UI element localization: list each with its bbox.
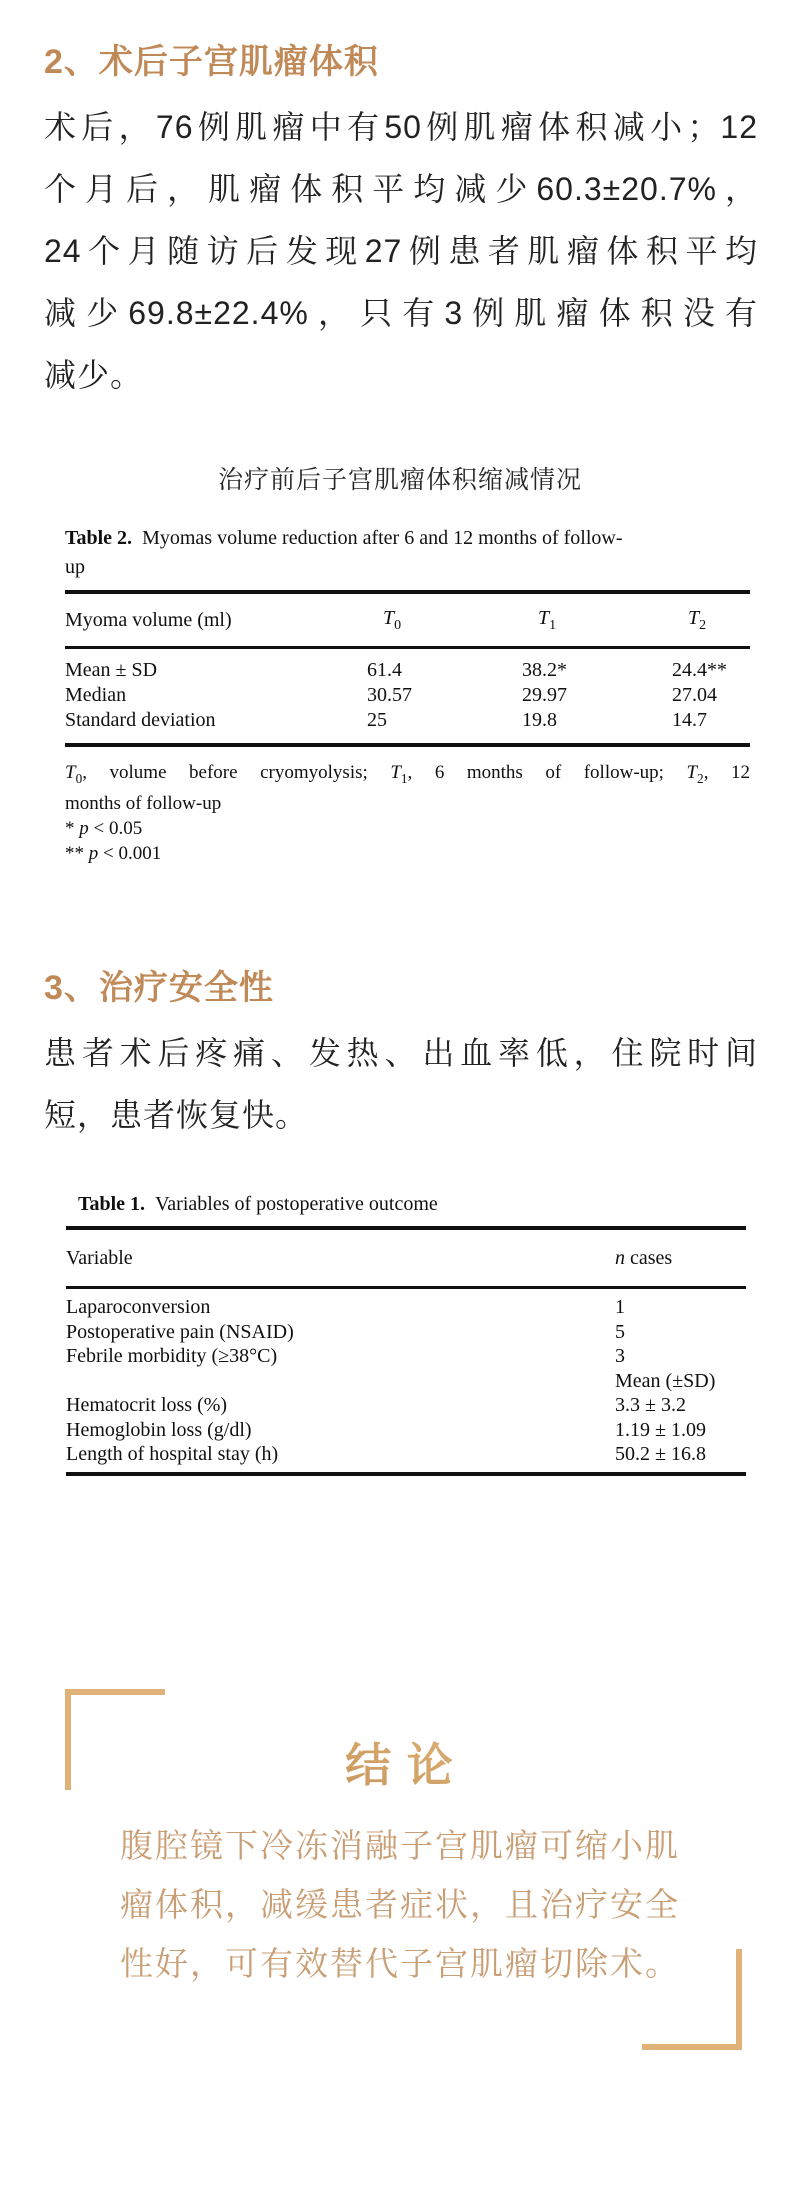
paragraph-line: 个月后，肌瘤体积平均减少60.3±20.7%， xyxy=(44,171,758,207)
table1-cell: 1.19 ± 1.09 xyxy=(615,1418,706,1441)
table2-cell: 38.2* xyxy=(522,659,567,681)
section2-heading: 2、术后子宫肌瘤体积 xyxy=(44,43,379,81)
table1-header-row xyxy=(66,1230,746,1286)
table2-header-row xyxy=(65,594,750,646)
table-row xyxy=(66,1418,746,1443)
table2-cell: 25 xyxy=(367,709,387,731)
table2-caption-line: up xyxy=(65,556,85,578)
table-row xyxy=(65,708,750,733)
table1-cell: 5 xyxy=(615,1320,625,1343)
table1-row-label: Hemoglobin loss (g/dl) xyxy=(66,1418,252,1441)
table1-cell: 1 xyxy=(615,1296,625,1318)
table2-row-label: Mean ± SD xyxy=(65,659,158,681)
bottom-right-bracket xyxy=(642,2044,742,2050)
conclusion-line: 瘤体积，减缓患者症状，且治疗安全 xyxy=(120,1886,680,1923)
conclusion-body xyxy=(0,1816,800,1993)
table1-header-variable: Variable xyxy=(66,1246,133,1269)
paragraph-line: 24个月随访后发现27例患者肌瘤体积平均 xyxy=(44,233,758,269)
table-row xyxy=(66,1442,746,1467)
section3-paragraph xyxy=(44,1022,758,1146)
table2 xyxy=(65,590,750,747)
table2-cell: 30.57 xyxy=(367,684,412,706)
top-left-bracket xyxy=(65,1689,165,1695)
table2-cell: 61.4 xyxy=(367,659,402,681)
conclusion-line: 性好，可有效替代子宫肌瘤切除术。 xyxy=(120,1945,680,1982)
table2-cell: 24.4** xyxy=(672,659,727,681)
table1-body xyxy=(66,1289,746,1472)
footnote-line: $T_0$, volume before cryomyolysis; $T_1$, 6 months of follow-up; $T_2$, 12 xyxy=(65,762,750,786)
paragraph-line: 短，患者恢复快。 xyxy=(44,1097,309,1133)
table2-footnote xyxy=(65,760,750,866)
conclusion-title: 结 论 xyxy=(0,1729,800,1795)
paragraph-line: 减少。 xyxy=(44,357,144,393)
table1-row-label: Febrile morbidity (≥38°C) xyxy=(66,1345,278,1367)
section2-paragraph xyxy=(44,96,758,406)
table2-row-label: Standard deviation xyxy=(65,709,216,731)
footnote-line: ** p < 0.001 xyxy=(65,842,162,864)
table1-caption: Table 1. Variables of postoperative outcome xyxy=(78,1193,438,1215)
table-row xyxy=(66,1295,746,1320)
bottom-right-bracket xyxy=(736,1949,742,2050)
table2-bottom-rule xyxy=(65,743,750,747)
table1-cell: 3 xyxy=(615,1345,625,1367)
table-row xyxy=(66,1369,746,1394)
table1-header-ncases: n cases xyxy=(615,1246,673,1269)
section3-heading: 3、治疗安全性 xyxy=(44,969,274,1007)
table1-row-label xyxy=(66,1369,615,1394)
table2-header-variable: Myoma volume (ml) xyxy=(65,608,232,631)
table1-row-label: Laparoconversion xyxy=(66,1296,211,1318)
table2-header-t0: $T_0$ xyxy=(383,606,402,633)
table2-cell: 27.04 xyxy=(672,684,717,706)
table-row xyxy=(66,1344,746,1369)
table2-body xyxy=(65,649,750,743)
conclusion-line: 腹腔镜下冷冻消融子宫肌瘤可缩小肌 xyxy=(120,1827,680,1864)
table2-chinese-caption: 治疗前后子宫肌瘤体积缩减情况 xyxy=(217,466,582,494)
table1-cell: Mean (±SD) xyxy=(615,1369,716,1392)
table-row xyxy=(65,658,750,683)
paragraph-line: 术后，76例肌瘤中有50例肌瘤体积减小；12 xyxy=(44,109,758,145)
table2-cell: 29.97 xyxy=(522,684,567,706)
table2-row-label: Median xyxy=(65,684,127,706)
table2-caption xyxy=(65,524,750,582)
table1-row-label: Length of hospital stay (h) xyxy=(66,1443,279,1465)
table-row xyxy=(65,683,750,708)
table1-bottom-rule xyxy=(66,1472,746,1476)
table-row xyxy=(66,1393,746,1418)
table2-cell: 19.8 xyxy=(522,709,557,731)
table2-cell: 14.7 xyxy=(672,709,707,731)
paragraph-line: 减少69.8±22.4%，只有3例肌瘤体积没有 xyxy=(44,295,758,331)
footnote-line: * p < 0.05 xyxy=(65,817,143,839)
table2-caption-line: Table 2. Myomas volume reduction after 6 and 12 months of follow- xyxy=(65,527,623,549)
table1-cell: 3.3 ± 3.2 xyxy=(615,1394,686,1416)
table2-header-t1: $T_1$ xyxy=(538,606,557,633)
table1-row-label: Postoperative pain (NSAID) xyxy=(66,1320,294,1343)
table2-header-t2: $T_2$ xyxy=(688,606,707,633)
table1-cell: 50.2 ± 16.8 xyxy=(615,1443,706,1465)
table1 xyxy=(66,1226,746,1476)
table1-row-label: Hematocrit loss (%) xyxy=(66,1394,228,1416)
table-row xyxy=(66,1320,746,1345)
footnote-line: months of follow-up xyxy=(65,792,222,814)
paragraph-line: 患者术后疼痛、发热、出血率低，住院时间 xyxy=(44,1035,758,1071)
